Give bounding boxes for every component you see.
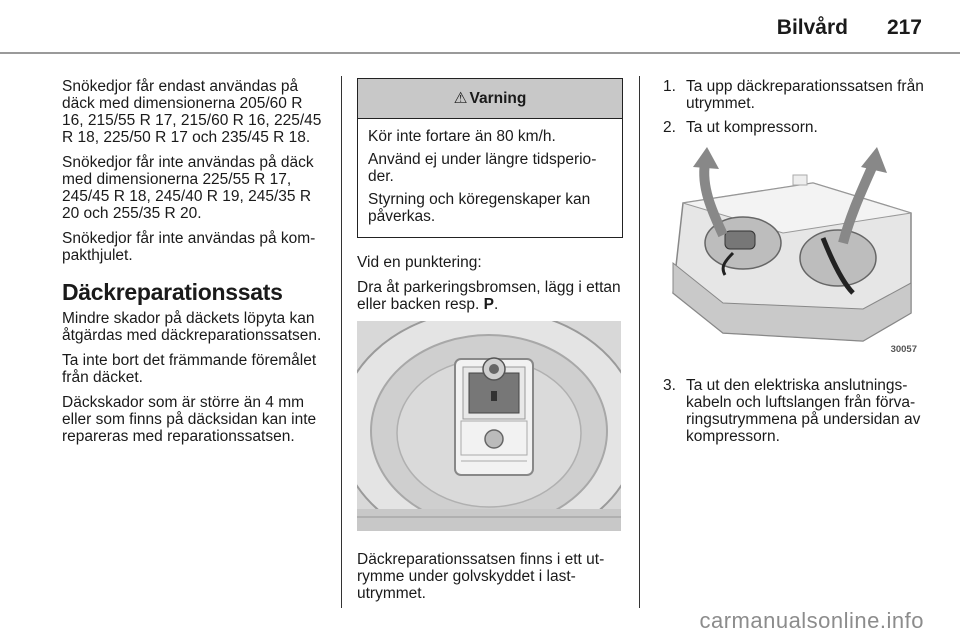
compressor-illustration xyxy=(663,143,923,361)
page-number: 217 xyxy=(886,16,922,39)
kit-location-text: Däckreparationssatsen finns i ett utrymme under golvskyddet i lastutrymmet. xyxy=(357,551,605,602)
compact-wheel-text: Snökedjor får inte användas på kompakthjulet. xyxy=(62,230,316,264)
list-item: 2. Ta ut kompressorn. xyxy=(663,119,818,136)
column-3 xyxy=(663,78,925,452)
warning-header xyxy=(358,79,622,119)
list-item: 3. Ta ut den elektriska anslutningskabeln och luftslangen från förvaringsutrymmena på undersidan av kompressorn. xyxy=(663,377,921,445)
snow-chain-forbidden-text: Snökedjor får inte användas på däck med dimensionerna 225/55 R 17, 245/45 R 18, 245/40 R 19, 245/35 R 20 och 255/35 R 20. xyxy=(62,154,314,222)
warning-box xyxy=(357,78,623,238)
page-header xyxy=(0,0,960,52)
header-rule xyxy=(0,52,960,54)
watermark: carmanualsonline.info xyxy=(699,608,924,633)
column-divider-2 xyxy=(639,76,640,608)
minor-damage-text: Mindre skador på däckets löpyta kan åtgärdas med däckreparationssatsen. xyxy=(62,310,322,344)
repair-kit-compartment-figure xyxy=(357,321,621,531)
chapter-title: Bilvård xyxy=(776,16,848,39)
gear-p-label: P xyxy=(483,296,494,313)
warning-triangle-icon: ⚠ xyxy=(453,90,468,107)
parking-brake-text: Dra åt parkeringsbromsen, lägg i ettan eller backen resp. P. xyxy=(357,279,621,313)
list-item: 1. Ta upp däckreparationssatsen från utrymmet. xyxy=(663,78,924,112)
warning-line: Kör inte fortare än 80 km/h. xyxy=(368,128,556,145)
warning-body xyxy=(358,119,622,237)
warning-line: Styrning och köregenskaper kan påverkas. xyxy=(368,191,591,225)
figure-code: 30057 xyxy=(890,344,917,355)
compartment-illustration xyxy=(357,321,621,531)
compressor-figure xyxy=(663,143,923,361)
step-list-continued xyxy=(663,377,925,445)
step-list xyxy=(663,78,925,136)
puncture-intro: Vid en punktering: xyxy=(357,254,482,271)
large-damage-text: Däckskador som är större än 4 mm eller som finns på däcksidan kan inte repareras med reparationssatsen. xyxy=(62,394,317,445)
warning-line: Använd ej under längre tidsperioder. xyxy=(368,151,597,185)
column-1 xyxy=(62,78,328,453)
warning-title: Varning xyxy=(469,90,527,107)
foreign-object-text: Ta inte bort det främmande föremålet från däcket. xyxy=(62,352,317,386)
section-title: Däckreparationssats xyxy=(62,279,283,305)
column-2 xyxy=(357,78,623,610)
snow-chain-allowed-text: Snökedjor får endast användas på däck med dimensionerna 205/60 R 16, 215/55 R 17, 215/60 R 16, 225/45 R 18, 225/50 R 17 och 235/45 R 18. xyxy=(62,78,322,146)
column-divider-1 xyxy=(341,76,342,608)
